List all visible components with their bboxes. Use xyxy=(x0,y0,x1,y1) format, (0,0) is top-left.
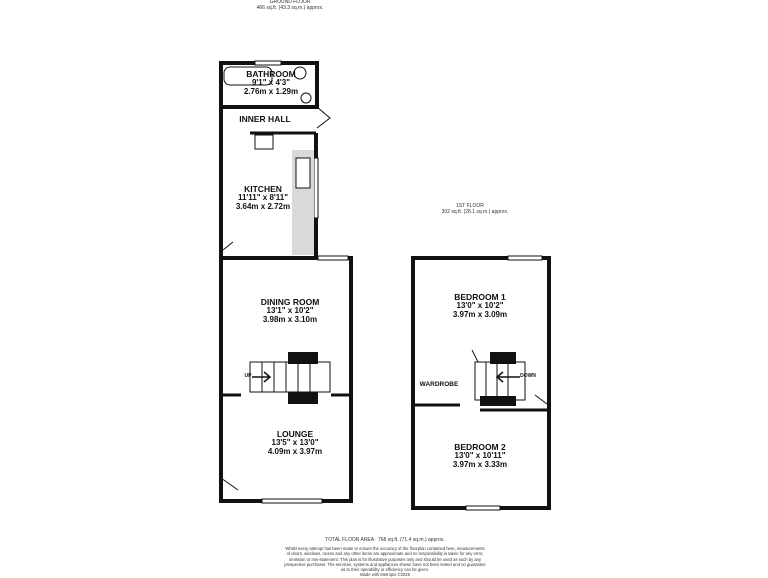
total-floor-area: TOTAL FLOOR AREA : 768 sq.ft. (71.4 sq.m.) approx. xyxy=(325,537,445,543)
room-name: BEDROOM 1 xyxy=(454,292,506,302)
stair-block-bottom xyxy=(288,392,318,404)
kitchen-door xyxy=(223,242,233,250)
room-bedroom-1 xyxy=(430,293,530,320)
disclaimer-line: of doors, windows, rooms and any other items are approximate and no responsibility is taken for any error, xyxy=(286,551,484,557)
kitchen-window xyxy=(314,158,318,218)
room-lounge xyxy=(245,430,345,457)
bathroom-window xyxy=(255,61,281,65)
stair-block-first xyxy=(490,352,516,364)
room-bathroom xyxy=(226,70,316,97)
lounge-window xyxy=(262,499,322,503)
hob xyxy=(255,135,273,149)
room-wardrobe: WARDROBE xyxy=(419,381,459,388)
stair-block-top xyxy=(288,352,318,364)
room-dimension-metric: 4.09m x 3.97m xyxy=(267,447,323,457)
stairs-down-label: DOWN xyxy=(520,373,536,379)
room-dimension-metric: 2.76m x 1.29m xyxy=(243,87,299,97)
disclaimer-line: omission or mis-statement. This plan is for illustrative purposes only and should be used as such by any xyxy=(288,556,482,562)
inner-hall-door xyxy=(317,107,330,128)
ground-floor-area: 466 sq.ft. (43.3 sq.m.) approx. xyxy=(256,5,324,11)
room-dining xyxy=(240,298,340,325)
disclaimer-line: Whilst every attempt has been made to ensure the accuracy of the floorplan contained here, measurements xyxy=(285,546,485,551)
disclaimer-line: as to their operability or efficiency can be given. xyxy=(340,567,430,572)
room-name: LOUNGE xyxy=(276,429,314,439)
room-name: BATHROOM xyxy=(246,69,296,79)
room-name: INNER HALL xyxy=(239,114,291,124)
bedroom2-window xyxy=(466,506,500,510)
first-floor-title: 1ST FLOOR xyxy=(456,203,484,209)
disclaimer xyxy=(270,546,500,578)
disclaimer-line: Made with Metropix ©2025 xyxy=(360,572,410,578)
room-name: BEDROOM 2 xyxy=(454,442,506,452)
room-dimension-imperial: 13'0" x 10'11" xyxy=(454,451,506,461)
lounge-door xyxy=(221,478,238,490)
stair-block-first-bottom xyxy=(480,396,516,406)
disclaimer-line: prospective purchaser. The services, systems and appliances shown have not been tested and no guarantee xyxy=(284,561,486,567)
bedroom2-door xyxy=(535,395,547,404)
room-dimension-metric: 3.64m x 2.72m xyxy=(235,202,291,212)
room-dimension-metric: 3.97m x 3.33m xyxy=(452,460,508,470)
room-dimension-imperial: 13'0" x 10'2" xyxy=(456,301,504,311)
kitchen-sink xyxy=(296,158,310,188)
room-dimension-metric: 3.98m x 3.10m xyxy=(262,315,318,325)
bedroom1-door xyxy=(472,350,478,362)
ground-floor-title: GROUND FLOOR xyxy=(269,0,311,5)
dining-window xyxy=(318,256,348,260)
first-floor-area: 302 sq.ft. (28.1 sq.m.) approx. xyxy=(441,209,509,215)
room-bedroom-2 xyxy=(430,443,530,470)
room-name: KITCHEN xyxy=(244,184,282,194)
room-dimension-imperial: 13'1" x 10'2" xyxy=(266,306,314,316)
room-dimension-imperial: 9'1" x 4'3" xyxy=(251,78,291,88)
stairs-first xyxy=(475,362,525,400)
room-dimension-imperial: 13'5" x 13'0" xyxy=(271,438,319,448)
room-dimension-imperial: 11'11" x 8'11" xyxy=(237,193,289,203)
bedroom1-window xyxy=(508,256,542,260)
room-name: DINING ROOM xyxy=(260,297,320,307)
stairs-up-label: UP xyxy=(244,373,252,379)
room-inner-hall xyxy=(230,115,300,124)
room-kitchen xyxy=(228,185,298,212)
room-dimension-metric: 3.97m x 3.09m xyxy=(452,310,508,320)
